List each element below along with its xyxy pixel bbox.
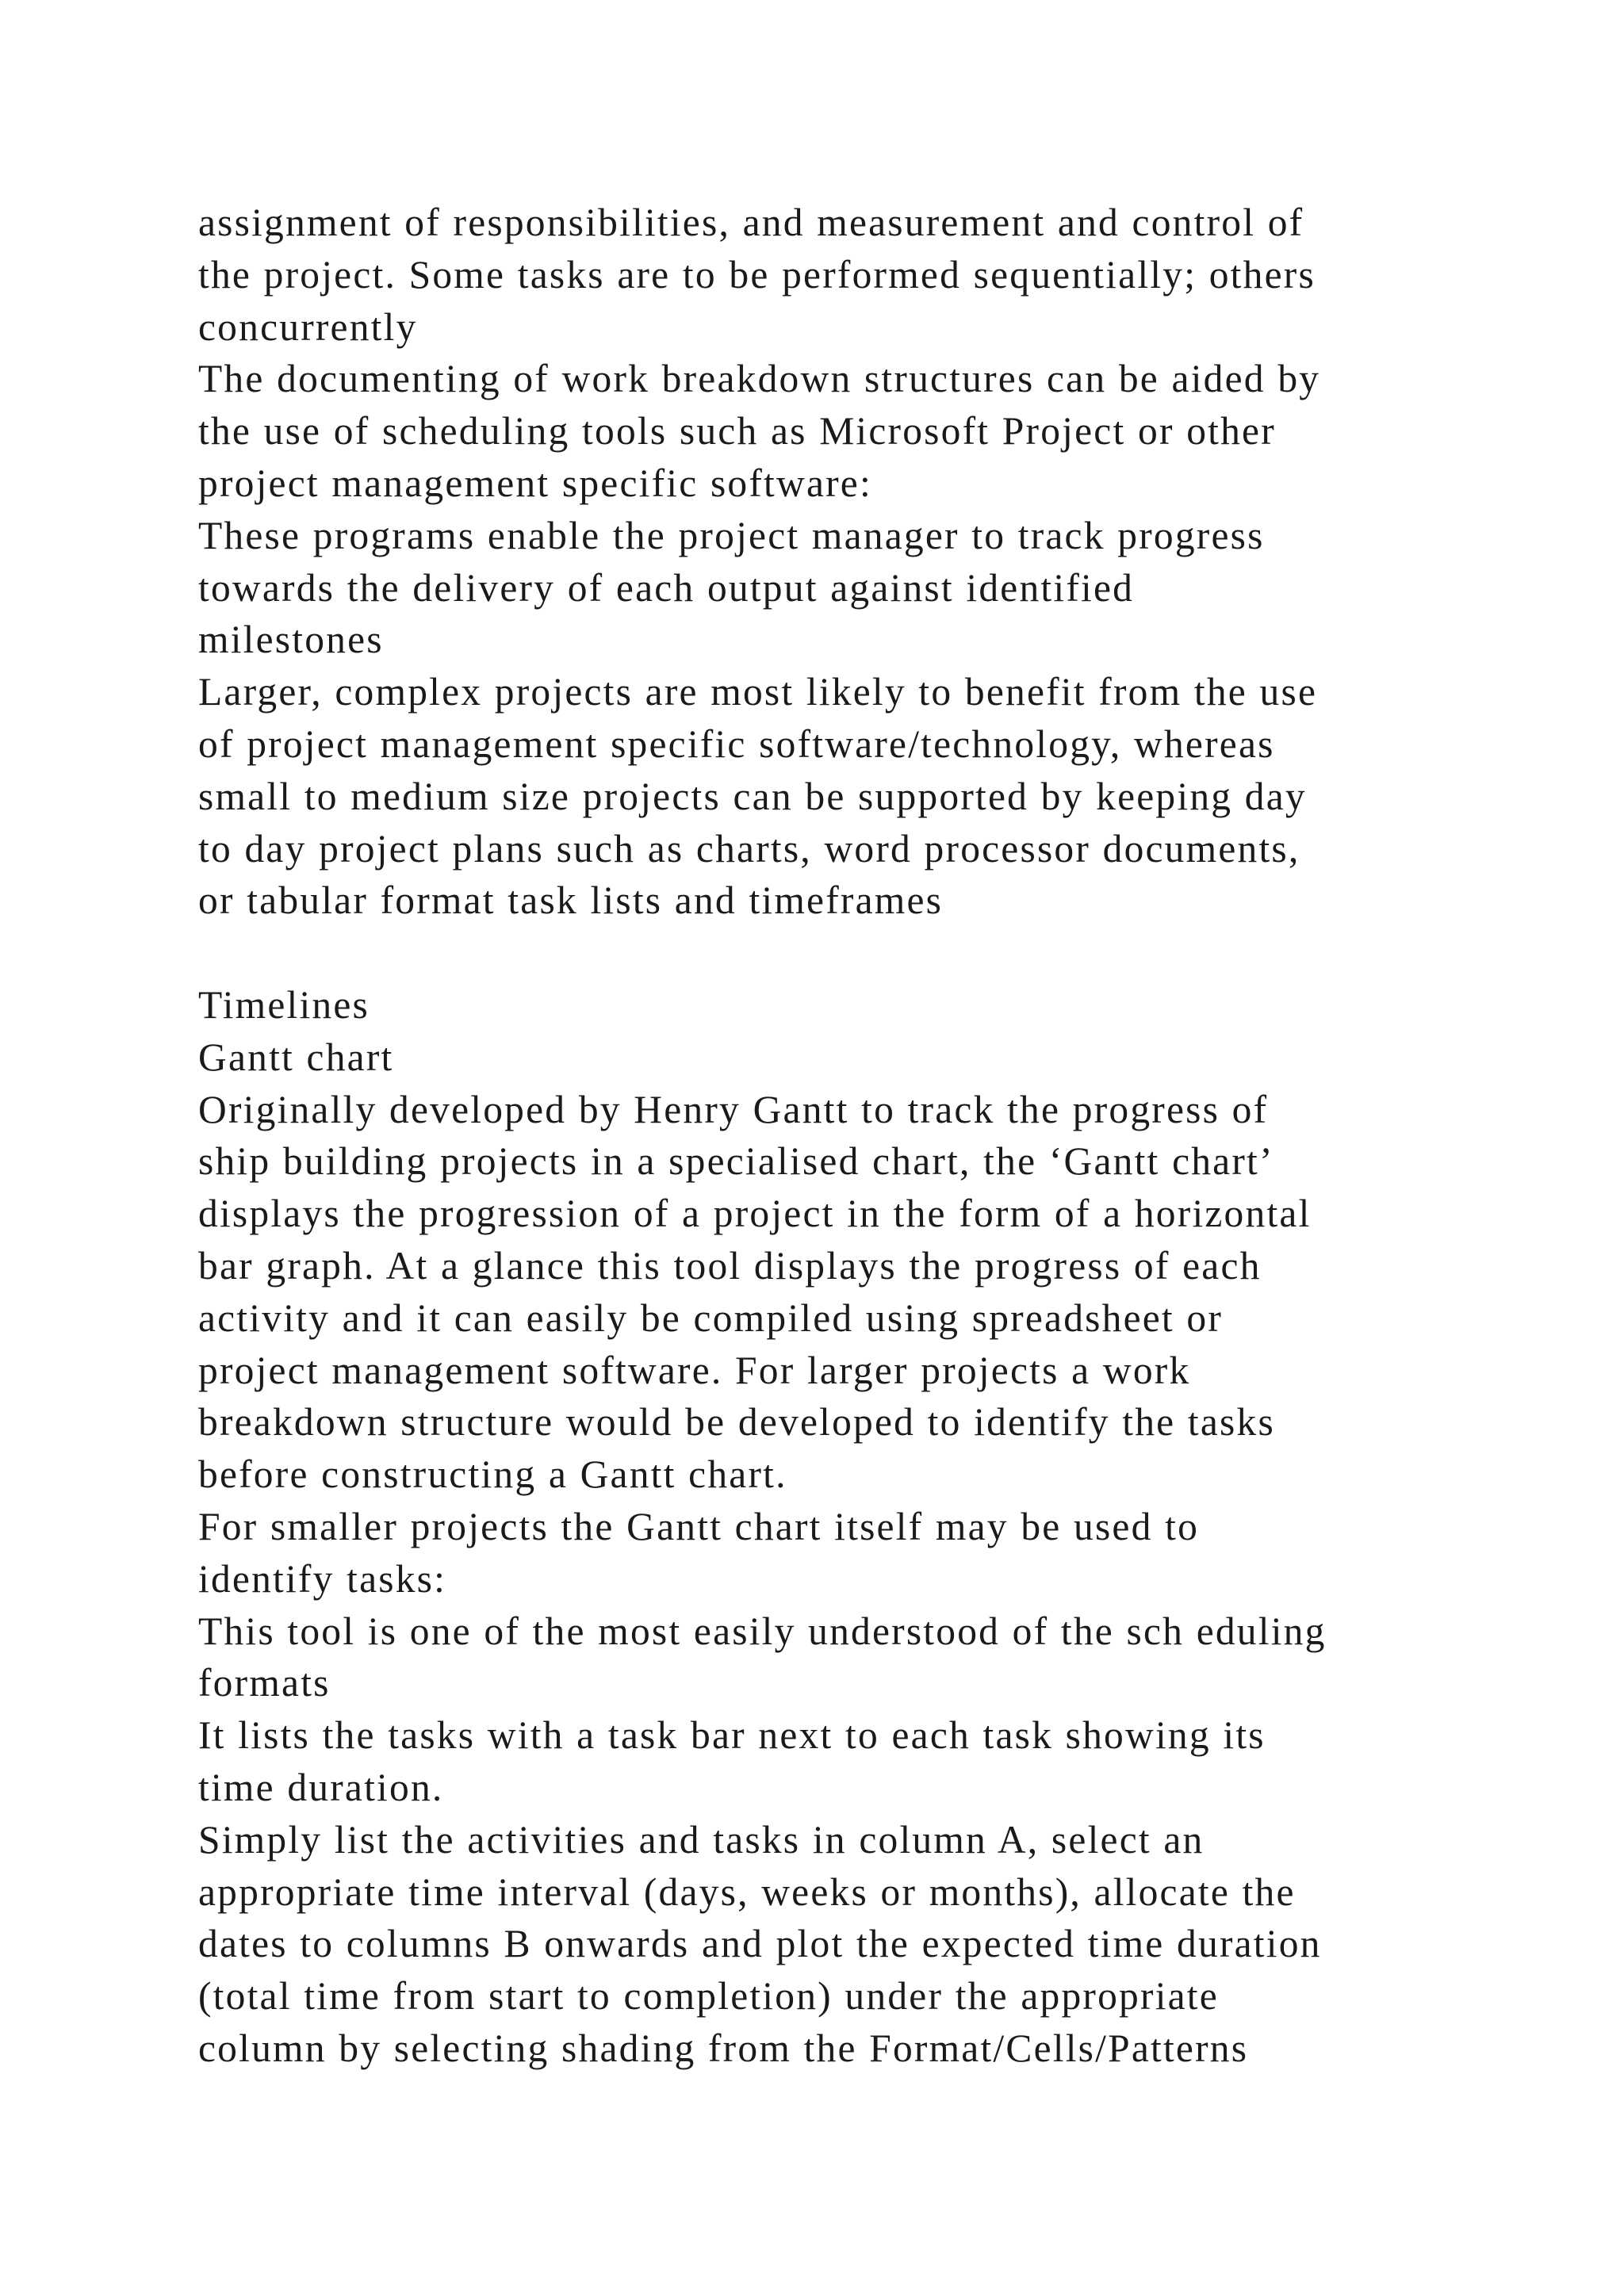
text-line-2: the project. Some tasks are to be performed sequentially; others — [198, 252, 1316, 297]
text-line-23: project management software. For larger projects a work — [198, 1348, 1191, 1392]
text-line-13: to day project plans such as charts, word processor documents, — [198, 826, 1300, 871]
text-line-9: milestones — [198, 618, 384, 662]
text-line-19: ship building projects in a specialised chart, the ‘Gantt chart’ — [198, 1139, 1274, 1184]
text-line-29: formats — [198, 1661, 331, 1705]
text-line-33: appropriate time interval (days, weeks or months), allocate the — [198, 1869, 1296, 1914]
text-line-6: project management specific software: — [198, 461, 872, 505]
text-line-31: time duration. — [198, 1765, 444, 1809]
text-line-18: Originally developed by Henry Gantt to track the progress of — [198, 1087, 1269, 1131]
text-line-28: This tool is one of the most easily understood of the sch eduling — [198, 1609, 1327, 1653]
text-line-22: activity and it can easily be compiled using spreadsheet or — [198, 1295, 1224, 1340]
text-line-20: displays the progression of a project in the form of a horizontal — [198, 1192, 1312, 1236]
text-line-14: or tabular format task lists and timeframes — [198, 878, 944, 923]
text-line-5: the use of scheduling tools such as Microsoft Project or other — [198, 409, 1276, 453]
text-line-25: before constructing a Gantt chart. — [198, 1452, 787, 1497]
text-line-7: These programs enable the project manager to track progress — [198, 513, 1265, 557]
text-line-21: bar graph. At a glance this tool displays the progress of each — [198, 1243, 1262, 1288]
heading-timelines: Timelines — [198, 982, 370, 1027]
text-line-34: dates to columns B onwards and plot the expected time duration — [198, 1922, 1322, 1966]
text-line-27: identify tasks: — [198, 1556, 447, 1601]
text-line-24: breakdown structure would be developed to identify the tasks — [198, 1400, 1275, 1445]
blank-line — [198, 927, 1546, 979]
text-line-10: Larger, complex projects are most likely to benefit from the use — [198, 670, 1318, 714]
text-line-26: For smaller projects the Gantt chart itself may be used to — [198, 1504, 1200, 1548]
text-line-1: assignment of responsibilities, and measurement and control of — [198, 201, 1304, 244]
text-line-32: Simply list the activities and tasks in column A, select an — [198, 1817, 1205, 1862]
text-line-35: (total time from start to completion) under the appropriate — [198, 1974, 1219, 2019]
text-line-30: It lists the tasks with a task bar next to each task showing its — [198, 1713, 1266, 1758]
text-line-36: column by selecting shading from the Format/Cells/Patterns — [198, 2026, 1249, 2070]
text-line-11: of project management specific software/technology, whereas — [198, 721, 1275, 766]
text-line-3: concurrently — [198, 304, 418, 349]
text-line-12: small to medium size projects can be supported by keeping day — [198, 774, 1307, 818]
document-body — [198, 197, 1546, 2075]
text-line-4: The documenting of work breakdown structures can be aided by — [198, 357, 1321, 401]
text-line-8: towards the delivery of each output against identified — [198, 565, 1135, 610]
heading-gantt-chart: Gantt chart — [198, 1035, 394, 1079]
